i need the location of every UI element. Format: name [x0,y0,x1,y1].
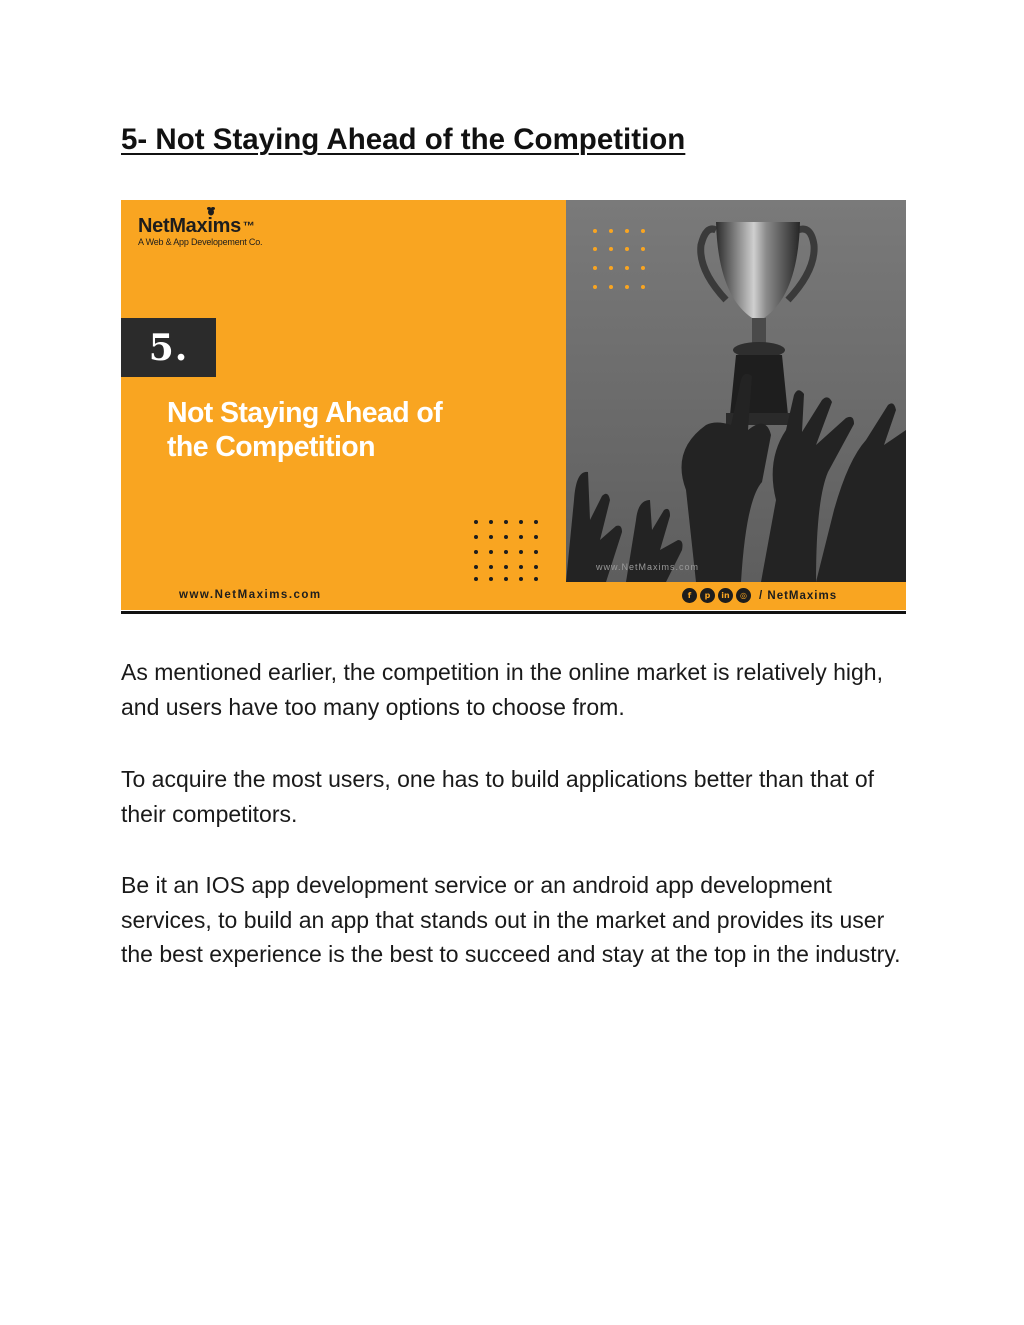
number-label: 5. [148,326,189,369]
trophy-photo [566,200,906,582]
social-links [682,588,837,603]
brand-trademark: ™ [242,219,255,233]
banner-dots [471,518,541,583]
website-url: www.NetMaxims.com [179,589,322,601]
banner-title-line1: Not Staying Ahead of [167,397,443,429]
paragraph-3: Be it an IOS app development service or an android app development services, to build an app that stands out in the market and provides its user the best experience is the best to succeed and stay at the top in the industry. [121,872,901,967]
banner-title [167,396,497,464]
facebook-icon: f [682,588,697,603]
social-handle: / NetMaxims [759,589,838,602]
bee-icon [206,206,216,216]
linkedin-icon: in [718,588,733,603]
brand-tagline: A Web & App Developement Co. [138,237,263,247]
brand-logo [138,215,262,248]
banner-image [121,200,906,610]
watermark: www.NetMaxims.com [596,562,700,572]
instagram-icon: ◎ [736,588,751,603]
banner-title-line2: the Competition [167,431,375,463]
paragraph-2: To acquire the most users, one has to build applications better than that of their competitors. [121,766,875,827]
pinterest-icon: p [700,588,715,603]
brand-name: NetMaxims [138,215,241,237]
number-badge [121,318,216,377]
banner-divider [121,611,906,614]
paragraph-1: As mentioned earlier, the competition in the online market is relatively high, and users have too many options to choose from. [121,659,883,720]
page-heading: 5- Not Staying Ahead of the Competition [121,123,686,156]
